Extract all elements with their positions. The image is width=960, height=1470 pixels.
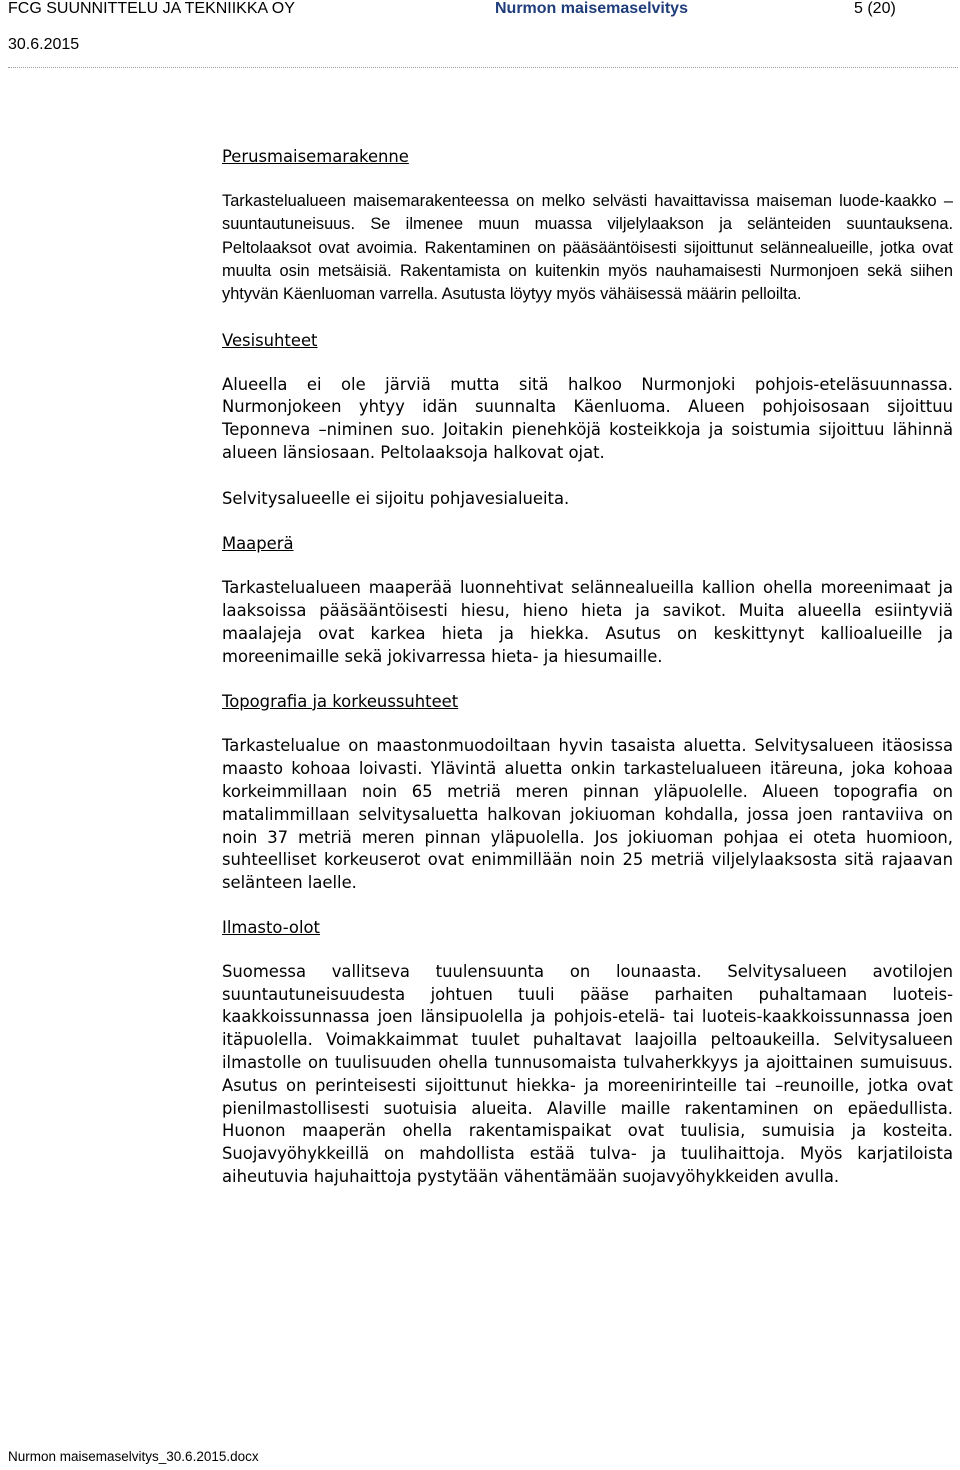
paragraph-pohjavesi: Selvitysalueelle ei sijoitu pohjavesialueita. bbox=[222, 488, 570, 508]
header-document-title: Nurmon maisemaselvitys bbox=[495, 0, 688, 17]
paragraph-vesisuhteet: Alueella ei ole järviä mutta sitä halkoo Nurmonjoki pohjois-eteläsuunnassa. Nurmonjokeen yhtyy idän suunnalta Käenluoma. Alueen pohjoisosaan sijoittuu Teponneva –niminen suo. Joitakin pienehköjä kosteikkoja ja soistumia sijoittuu lähinnä alueen länsiosaan. Peltolaaksoja halkovat ojat. bbox=[222, 374, 953, 463]
page-header bbox=[0, 0, 960, 68]
header-page-number: 5 (20) bbox=[854, 0, 896, 17]
header-divider bbox=[8, 67, 958, 68]
section-heading-topografia: Topografia ja korkeussuhteet bbox=[222, 691, 459, 711]
section-heading-perusmaisemarakenne: Perusmaisemarakenne bbox=[222, 147, 409, 166]
section-heading-ilmasto: Ilmasto-olot bbox=[222, 917, 320, 937]
header-date: 30.6.2015 bbox=[8, 36, 80, 53]
paragraph-ilmasto: Suomessa vallitseva tuulensuunta on lounaasta. Selvitysalueen avotilojen suuntautuneisuudesta johtuen tuuli pääse parhaiten puhaltamaan luoteis-kaakkoissunnassa joen länsipuolella ja pohjois-etelä- tai luoteis-kaakkoissunnassa joen itäpuolella. Voimakkaimmat tuulet puhaltavat laajoilla peltoaukeilla. Selvitysalueen ilmastolle on tuulisuuden ohella tunnusomaista tulvaherkkyys ja ajoittainen sumuisuus. Asutus on perinteisesti sijoittunut hiekka- ja moreenirinteille tai –reunoille, jotka ovat pienilmastollisesti suotuisia alueita. Alaville maille rakentaminen on epäedullista. Huonon maaperän ohella rakentamispaikat ovat tuulisia, sumuisia ja kosteita. Suojavyöhykkeillä on mahdollista estää tulva- ja tuulihaittoja. Myös karjatiloista aiheutuvia hajuhaittoja pystytään vähentämään suojavyöhykkeiden avulla. bbox=[222, 961, 953, 1186]
paragraph-topografia: Tarkastelualue on maastonmuodoiltaan hyvin tasaista aluetta. Selvitysalueen itäosissa maasto kohoaa loivasti. Ylävintä aluetta onkin tarkastelualueen itäreuna, joka kohoaa korkeimmillaan noin 65 metriä meren pinnan yläpuolelle. Alueen topografia on matalimmillaan selvitysaluetta halkovan jokiuoman kohdalla, jossa joen rantaviiva on noin 37 metriä meren pinnan yläpuolella. Jos jokiuoman pohjaa ei oteta huomioon, suhteelliset korkeuserot ovat enimmillään noin 25 metriä viljelylaaksosta sitä rajaavan selänteen laelle. bbox=[222, 736, 953, 893]
paragraph-maapera: Tarkastelualueen maaperää luonnehtivat selännealueilla kallion ohella moreenimaat ja laaksoissa pääsääntöisesti hiesu, hieno hieta ja savikot. Muita alueella esiintyviä maalajeja ovat karkea hieta ja hiekka. Asutus on keskittynyt kallioalueille ja moreenimaille sekä jokivarressa hieta- ja hiesumaille. bbox=[222, 578, 953, 666]
header-company: FCG SUUNNITTELU JA TEKNIIKKA OY bbox=[8, 0, 295, 17]
section-heading-vesisuhteet: Vesisuhteet bbox=[222, 330, 318, 350]
paragraph-perusmaisemarakenne: Tarkastelualueen maisemarakenteessa on melko selvästi havaittavissa maiseman luode-kaakko –suuntautuneisuus. Se ilmenee muun muassa viljelylaakson ja selänteiden suuntauksena. Peltolaaksot ovat avoimia. Rakentaminen on pääsääntöisesti sijoittunut selännealueille, jotka ovat muulta osin metsäisiä. Rakentamista on kuitenkin myös nauhamaisesti Nurmonjoen sekä siihen yhtyvän Käenluoman varrella. Asutusta löytyy myös vähäisessä määrin pelloilta. bbox=[222, 191, 953, 304]
footer-filename: Nurmon maisemaselvitys_30.6.2015.docx bbox=[8, 1449, 259, 1464]
document-body bbox=[222, 138, 953, 1189]
section-heading-maapera: Maaperä bbox=[222, 533, 294, 553]
